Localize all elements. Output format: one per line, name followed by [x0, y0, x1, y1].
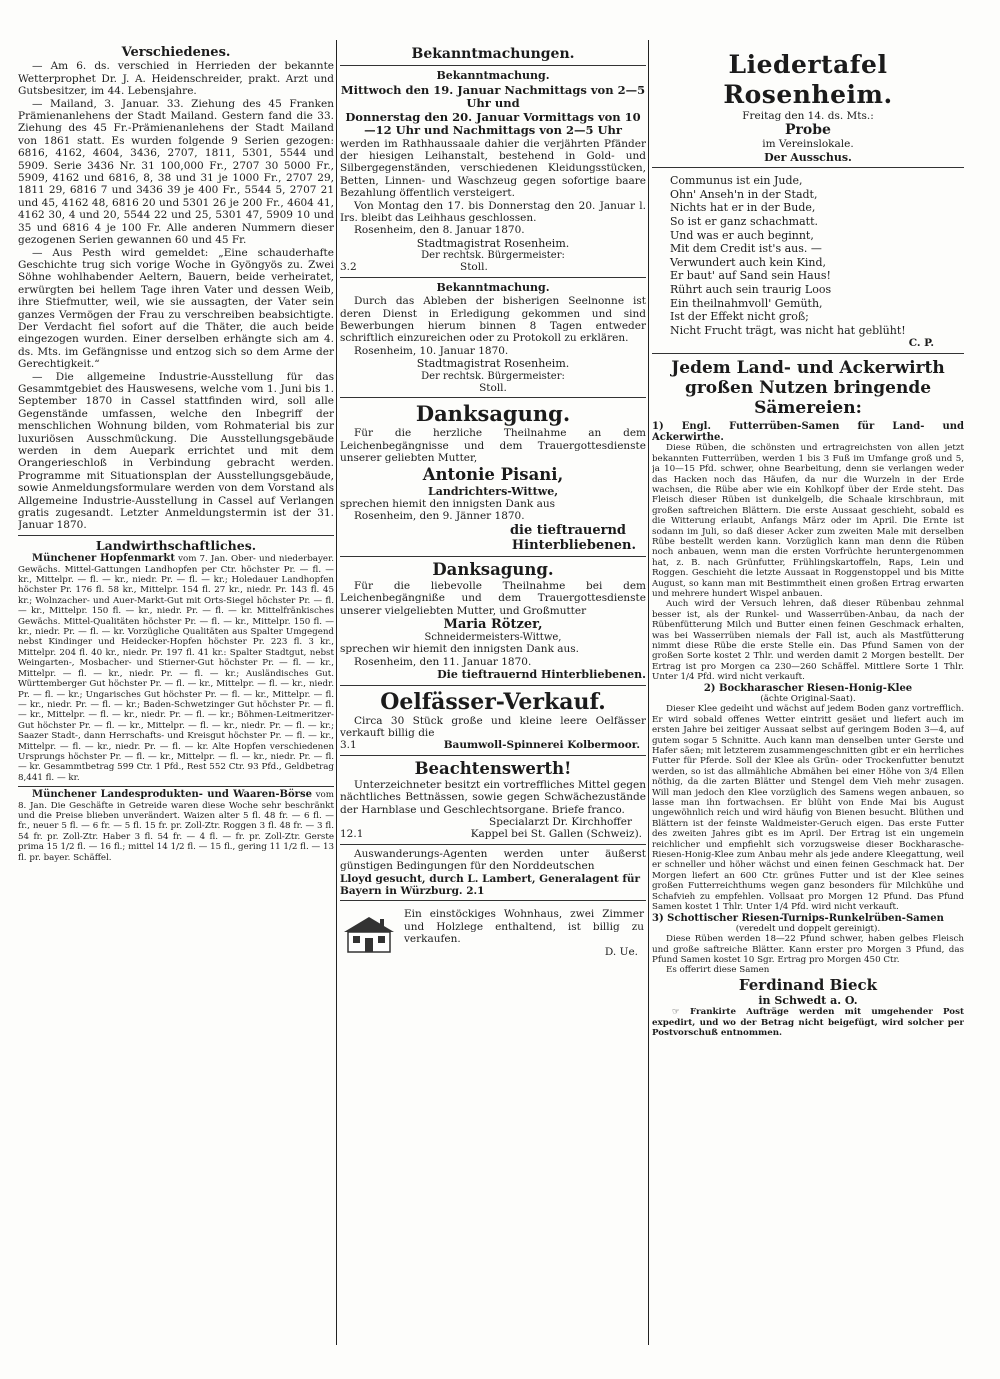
divider — [340, 556, 646, 557]
danksagung1-sign1: die tieftrauernd — [509, 522, 626, 538]
danksagung1-name: Antonie Pisani, — [422, 464, 564, 484]
news-pesth: — Aus Pesth wird gemeldet: „Eine schauderhafte Geschichte trug sich vorige Woche in Gyöngyös zu. Zwei Söhne wohlhabender Aeltern, Bauern, beide verheiratet, erwürgten bei hellem Tage ihren Vater und dessen Weib, ihre Stiefmutter, weil, wie sie aussagten, der Vater sein ganzes Vermögen der Frau zu verschreiben beabsichtigte. Der Verdacht fiel sofort auf die Thäter, die auch beide eingezogen wurden. Einer derselben erhängte sich am 4. ds. Mts. im Gefängnisse und entzog sich so dem Arme der Gerechtigkeit.“ — [18, 246, 334, 371]
wohnhaus-ad — [340, 904, 646, 966]
saat-seller-place: in Schwedt a. O. — [758, 993, 858, 1007]
divider — [340, 685, 646, 686]
danksagung1-body2: sprechen hiemit den innigsten Dank aus — [340, 498, 555, 511]
notice-signature-line — [340, 261, 646, 273]
saat-title-3: Sämereien: — [754, 397, 862, 418]
notice2-place: Rosenheim, 10. Januar 1870. — [354, 344, 509, 357]
saat-title-1: Jedem Land- und Ackerwirth — [671, 357, 945, 378]
danksagung1-body: Für die herzliche Theilnahme an dem Leichenbegängnisse und dem Trauergottesdienste unserer geliebten Mutter, — [340, 427, 646, 465]
boerse-heading: Münchener Landesprodukten- und Waaren-Börse — [32, 789, 312, 801]
danksagung1-title: Danksagung. — [415, 401, 571, 427]
divider — [340, 844, 646, 845]
divider — [340, 755, 646, 756]
news-cassel: — Die allgemeine Industrie-Ausstellung für das Gesammtgebiet des Hauswesens, welche vom 1. Juni bis 1. September 1870 in Cassel stattfinden wird, soll alle Gegenstände umfassen, welche den Inbegriff der menschlichen Wohnung bilden, vom Rohmaterial bis zur luxuriösen Ausschmückung. Die Ausstellungsgebäude werden in dem Auepark errichtet und mit dem Orangerieschloß in Verbindung gebracht werden. Programme mit Situationsplan der Ausstellungsgebäude, sowie Anmeldungsformulare werden von dem Vorstand als Allgemeine Industrie-Ausstellung in Cassel auf Verlangen gratis zugesandt. Letzter Anmeldungstermin ist der 31. Januar 1870. — [18, 370, 334, 532]
poem-line: So ist er ganz schachmatt. — [670, 215, 818, 228]
danksagung2-name: Maria Rötzer, — [443, 617, 543, 633]
notice-number: 3.2 — [340, 261, 357, 274]
oelfass-body: Circa 30 Stück große und kleine leere Oelfässer verkauft billig die — [340, 714, 646, 739]
notice2-authority: Stadtmagistrat Rosenheim. — [416, 357, 570, 371]
saat-title-2: großen Nutzen bringende — [684, 377, 932, 398]
liedertafel-title: Liedertafel Rosenheim. — [723, 50, 893, 109]
divider — [18, 786, 334, 787]
wohnhaus-ref: D. Ue. — [604, 946, 638, 959]
column-left — [18, 40, 334, 1350]
pointing-hand-icon: ☞ — [672, 1007, 680, 1018]
notice-authority: Stadtmagistrat Rosenheim. — [416, 236, 570, 250]
liedertafel-location: im Vereinslokale. — [762, 138, 854, 151]
saat-note-text: Frankirte Aufträge werden mit umgehender Post expedirt, und wo der Betrag nicht beigefügt, wird solcher per Postvorschuß entnommen. — [652, 1007, 964, 1039]
saat-heading-1: 1) Engl. Futterrüben-Samen für Land- und Ackerwirthe. — [652, 420, 964, 444]
column-right — [652, 40, 964, 1350]
poem-line: Nichts hat er in der Bude, — [670, 201, 816, 215]
poem-line: Communus ist ein Jude, — [670, 174, 803, 188]
danksagung2-body2: sprechen wir hiemit den innigsten Dank aus. — [340, 643, 580, 656]
hopfenmarkt-text: vom 7. Jan. Ober- und niederbayer. Gewächs. Mittel-Gattungen Landhopfen per Ctr. höchster Pr. — fl. — kr., Mittelpr. — fl. — kr., niedr. Pr. — fl. — kr.; Holedauer Landhopfen höchster Pr. 176 fl. 58 kr., Mittelpr. 154 fl. 27 kr., niedr. Pr. 143 fl. 45 kr.; Wolnzacher- und Auer-Markt-Gut mit Orts-Siegel höchster Pr. — fl. — kr., Mittelpr. 150 fl. — kr., niedr. Pr. — fl. — kr. Mittelfränkisches Gewächs. Mittel-Qualitäten höchster Pr. — fl. — kr., Mittelpr. 150 fl. — kr., niedr. Pr. — fl. — kr. Vorzügliche Qualitäten aus Spalter Umgegend nebst Kindinger und Heidecker-Hopfen höchster Pr. 223 fl. 3 kr., Mittelpr. 204 fl. 40 kr., niedr. Pr. 197 fl. 41 kr.: Spalter Stadtgut, nebst Weingarten-, Mosbacher- und Stierner-Gut höchster Pr. — fl. — kr., Mittelpr. — fl. — kr., niedr. Pr. — fl. — kr.; Ausländisches Gut. Württemberger Gut höchster Pr. — fl. — kr., Mittelpr. — fl. — kr., niedr. Pr. — fl. — kr.; Ungarisches Gut höchster Pr. — fl. — kr., Mittelpr. — fl. — kr., niedr. Pr. — fl. — kr.; Baden-Schwetzinger Gut höchster Pr. — fl. — kr., Mittelpr. — fl. — kr., niedr. Pr. — fl. — kr.; Böhmen-Leitmeritzer-Gut höchster Pr. — fl. — kr., Mittelpr. — fl. — kr., niedr. Pr. — fl. — kr.; Saazer Stadt-, dann Herrschafts- und Kreisgut höchster Pr. — fl. — kr., Mittelpr. — fl. — kr., niedr. Pr. — fl. — kr. Alte Hopfen verschiedenen Ursprungs höchster Pr. — fl. — kr., Mittelpr. — fl. — kr., niedr. Pr. — fl. — kr. Gesammtbetrag 599 Ctr. 1 Pfd., Rest 552 Ctr. 93 Pfd., Geldbetrag 8,441 fl. — kr. — [18, 554, 334, 783]
news-mailand: — Mailand, 3. Januar. 33. Ziehung des 45 Franken Prämienanlehens der Stadt Mailand. Gestern fand die 33. Ziehung des 45 Fr.-Prämienanlehens der Stadt Mailand von 1861 statt. Es wurden folgende 9 Serien gezogen: 6816, 4162, 4604, 3436, 2707, 1811, 5301, 5544 und 5909. Serie 3436 Nr. 31 100,000 Fr., 2707 30 5000 Fr., 5909, 4162 und 6816, 8, 38 und 31 je 1000 Fr., 2707 29, 1811 29, 6816 7 und 3436 39 je 400 Fr., 5544 5, 2707 21 und 45, 4162 48, 6816 20 und 5301 26 je 200 Fr., 4604 41, 4162 30, 4 und 20, 5544 22 und 25, 5301 47, 5909 10 und 35 und 6816 4 je 100 Fr. Alle anderen Nummern dieser gezogenen Serien gewannen 60 und 45 Fr. — [18, 97, 334, 247]
divider — [652, 167, 964, 168]
poem-signature: C. P. — [908, 337, 934, 350]
hopfenmarkt-report — [18, 554, 334, 783]
poem-line: Ohn' Anseh'n in der Stadt, — [670, 187, 818, 201]
poem-line: Mit dem Credit ist's aus. — — [670, 242, 822, 256]
divider — [652, 353, 964, 354]
poem-line: Nicht Frucht trägt, was nicht hat geblüht! — [670, 323, 906, 337]
section-title-landwirth: Landwirthschaftliches. — [95, 537, 257, 553]
danksagung1-role: Landrichters-Wittwe, — [427, 484, 559, 498]
divider — [340, 65, 646, 66]
saat-text-4: Diese Rüben werden 18—22 Pfund schwer, haben gelbes Fleisch und große saftreiche Blätter. Kann erster pro Morgen 3 Pfund, das Pfund Samen kostet 10 Sgr. Ertrag pro Morgen 450 Ctr. — [652, 934, 964, 966]
wohnhaus-body: Ein einstöckiges Wohnhaus, zwei Zimmer und Holzlege enthaltend, ist billig zu verkaufen. — [404, 908, 644, 946]
notice-place: Rosenheim, den 8. Januar 1870. — [354, 224, 525, 237]
house-icon — [340, 914, 398, 954]
notice-office: Der rechtsk. Bürgermeister: — [421, 250, 565, 262]
danksagung2-sign: Die tieftrauernd Hinterbliebenen. — [437, 668, 646, 682]
section-title-bekanntmachungen: Bekanntmachungen. — [411, 46, 575, 62]
poem-line: Und was er auch beginnt, — [670, 228, 814, 242]
saat-text-2: Auch wird der Versuch lehren, daß dieser Rübenbau zehnmal besser ist, als der Runkel- und Wasserrüben-Anbau, da nach der Rübenfütterung Milch und Butter einen feinen Geschmack erhalten, was bei Wasserrüben niemals der Fall ist, auch als Mastfütterung nimmt diese Rübe die erste Stelle ein. Das Pfund Samen von der großen Sorte kostet 2 Thlr. und werden damit 2 Morgen bestellt. Der Ertrag ist pro Morgen ca 230—260 Schäffel. Mittlere Sorte 1 Thlr. Unter 1/4 Pfd. wird nicht verkauft. — [652, 599, 964, 683]
poem — [652, 174, 964, 337]
beachtens-place-line — [340, 828, 646, 840]
boerse-report — [18, 790, 334, 863]
danksagung2-body: Für die liebevolle Theilnahme bei dem Leichenbegängniße und dem Trauergottesdienste unserer vielgeliebten Mutter, und Großmutter — [340, 579, 646, 617]
liedertafel-sign: Der Ausschus. — [764, 150, 852, 164]
saat-note — [652, 1007, 964, 1038]
column-rule-right — [648, 40, 649, 1345]
notice-date-2: Donnerstag den 20. Januar Vormittags von 10—12 Uhr und Nachmittags von 2—5 Uhr — [345, 109, 641, 137]
danksagung1-place: Rosenheim, den 9. Jänner 1870. — [354, 510, 525, 523]
beachtens-body: Unterzeichneter besitzt ein vortreffliches Mittel gegen nächtliches Bettnässen, sowie gegen Schwächezustände der Harnblase und Geschlechtsorgane. Briefe franco. — [340, 778, 646, 816]
saat-text-1: Diese Rüben, die schönsten und ertragreichsten von allen jetzt bekannten Futterrüben, werden 1 bis 3 Fuß im Umfange groß und 5, ja 10—15 Pfd. schwer, ohne Bearbeitung, denn sie verlangen weder das Hacken noch das Häufen, da nur die Wurzeln in der Erde wachsen, die Rübe aber wie ein Kohlkopf über der Erde steht. Das Fleisch dieser Rüben ist dunkelgelb, die Schaale kirschbraun, mit großen saftreichen Blättern. Die erste Aussaat geschieht, sobald es die Witterung erlaubt, Anfangs März oder im April. Die Ernte ist sodann im Juli, so daß dieser Acker zum zweiten Male mit derselben Rübe bestellt werden kann. Vorzüglich kann man denn die Rüben noch anbauen, wenn man die ersten Vorfrüchte heruntergenommen hat, z. B. nach Grünfutter, Frühlingskartoffeln, Raps, Lein und Roggen. Geschieht die letzte Aussaat in Roggenstoppel und bis Mitte August, so kann man mit Bestimmtheit einen großen Ertrag erwarten und mehrere hundert Wispel anbauen. — [652, 443, 964, 600]
notice-body: werden im Rathhaussaale dahier die verjährten Pfänder der hiesigen Leihanstalt, bestehend in Gold- und Silbergegenständen, verschiedenen Kleidungsstücken, Betten, Linnen- und Waschzeug gegen sofortige baare Bezahlung öffentlich versteigert. — [340, 137, 646, 200]
divider — [340, 277, 646, 278]
liedertafel-probe: Probe — [785, 122, 831, 139]
saat-heading-2-sub: (ächte Original-Saat). — [760, 693, 856, 704]
divider — [340, 900, 646, 901]
auswanderung-body: Auswanderungs-Agenten werden unter äußerst günstigen Bedingungen für den Norddeutschen — [340, 847, 646, 873]
oelfass-seller: Baumwoll-Spinnerei Kolbermoor. — [443, 739, 640, 752]
oelfass-title: Oelfässer-Verkauf. — [380, 688, 606, 715]
divider — [18, 535, 334, 536]
notice-title: Bekanntmachung. — [436, 69, 550, 83]
news-herrieden: — Am 6. ds. verschied in Herrieden der bekannte Wetterprophet Dr. J. A. Heidenschreider, prakt. Arzt und Gutsbesitzer, im 44. Lebensjahre. — [18, 60, 334, 98]
poem-line: Ist der Effekt nicht groß; — [670, 310, 809, 324]
beachtens-place: Kappel bei St. Gallen (Schweiz). — [470, 828, 642, 841]
danksagung2-role: Schneidermeisters-Wittwe, — [424, 632, 562, 644]
poem-line: Er baut' auf Sand sein Haus! — [670, 269, 831, 283]
beachtens-title: Beachtenswerth! — [414, 758, 572, 778]
saat-offer: Es offerirt diese Samen — [666, 965, 770, 976]
notice-body-2: Von Montag den 17. bis Donnerstag den 20. Januar l. Irs. bleibt das Leihhaus geschlossen. — [340, 199, 646, 224]
oelfass-seller-line — [340, 739, 646, 751]
danksagung2-title: Danksagung. — [432, 559, 554, 579]
saat-seller: Ferdinand Bieck — [738, 975, 878, 994]
notice2-title: Bekanntmachung. — [436, 280, 550, 294]
notice-date-1: Mittwoch den 19. Januar Nachmittags von 2—5 Uhr und — [340, 82, 646, 110]
beachtens-number: 12.1 — [340, 828, 364, 841]
liedertafel-date: Freitag den 14. ds. Mts.: — [742, 110, 874, 122]
saat-heading-2: 2) Bockharascher Riesen-Honig-Klee — [703, 682, 913, 694]
notice2-signature: Stoll. — [479, 382, 507, 394]
auswanderung-lloyd: Lloyd gesucht, durch L. Lambert, Generalagent für Bayern in Würzburg. 2.1 — [340, 872, 641, 898]
divider — [340, 397, 646, 398]
section-title-verschiedenes: Verschiedenes. — [121, 45, 231, 60]
poem-line: Ein theilnahmvoll' Gemüth, — [670, 296, 823, 310]
hopfenmarkt-heading: Münchener Hopfenmarkt — [32, 553, 175, 565]
column-middle — [340, 40, 646, 1350]
danksagung1-sign2: Hinterbliebenen. — [511, 537, 636, 553]
poem-line: Rührt auch sein traurig Loos — [670, 282, 832, 296]
oelfass-number: 3.1 — [340, 739, 357, 752]
saat-heading-3-sub: (veredelt und doppelt gereinigt). — [735, 923, 881, 934]
column-rule-left — [336, 40, 337, 1345]
beachtens-sign: Specialarzt Dr. Kirchhoffer — [489, 816, 632, 829]
saat-text-3: Dieser Klee gedeiht und wächst auf jedem Boden ganz vortrefflich. Er wird sobald offenes Wetter eintritt gesäet und liefert auch im ersten Jahre bei zeitiger Aussaat selbst auf geringem Boden 3—4, auf gutem sogar 5 Schnitte. Auch kann man denselben unter Gerste und Hafer säen; mit letzterem zusammengeschnitten gibt er ein herrliches Futter für Pferde. Soll der Klee als Grün- oder Trockenfutter benutzt werden, so ist das allmähliche Abmähen bei einer Höhe von 3/4 Ellen nöthig, da die zarten Blätter und Stengel dem Vieh mehr zusagen. Will man jedoch den Klee vorzüglich des Samens wegen anbauen, so lasse man ihn fortwachsen. Er blüht von Ende Mai bis August ungewöhnlich reich und wird häufig von Bienen besucht. Blüthen und Blättern ist der feinste Waldmeister-Geruch eigen. Das erste Futter des zweiten Jahres gibt es im April. Der Ertrag ist ein ungemein reichlicher und empfiehlt sich vorzugsweise dieser Bockharasche-Riesen-Honig-Klee zum Anbau mehr als jede andere Kleegattung, weil er schneller und höher wächst und einen feinen Geschmack hat. Der Morgen liefert an 600 Ctr. grünes Futter und ist der Klee seines großen Futterreichthums wegen ganz besonders für Milchkühe und Schafvieh zu empfehlen. Vollsaat pro Morgen 12 Pfund. Das Pfund Samen kostet 1 Thlr. Unter 1/4 Pfd. wird nicht verkauft. — [652, 704, 964, 913]
poem-line: Verwundert auch kein Kind, — [670, 255, 827, 269]
boerse-text: vom 8. Jan. Die Geschäfte in Getreide waren diese Woche sehr beschränkt und die Preise blieben unverändert. Waizen alter 5 fl. 48 fr. — 6 fl. — fr., neuer 5 fl. — 6 fr. — 5 fl. 15 fr. pr. Zoll-Ztr. Roggen 3 fl. 48 fr. — 3 fl. 54 fr. pr. Zoll-Ztr. Haber 3 fl. 54 fr. — 4 fl. — fr. pr. Zoll-Ztr. Gerste prima 15 1/2 fl. — 16 fl.; mittel 14 1/2 fl. — 15 fl., gering 11 1/2 fl. — 13 fl. pr. bayer. Schäffel. — [18, 790, 334, 863]
notice2-body: Durch das Ableben der bisherigen Seelnonne ist deren Dienst in Erledigung gekommen und sind Bewerbungen hierum binnen 8 Tagen entweder schriftlich einzureichen oder zu Protokoll zu erklären. — [340, 295, 646, 345]
notice2-office: Der rechtsk. Bürgermeister: — [421, 370, 565, 382]
notice-signature: Stoll. — [460, 261, 488, 274]
danksagung2-place: Rosenheim, den 11. Januar 1870. — [354, 655, 532, 668]
saat-heading-3: 3) Schottischer Riesen-Turnips-Runkelrüben-Samen — [652, 912, 944, 924]
